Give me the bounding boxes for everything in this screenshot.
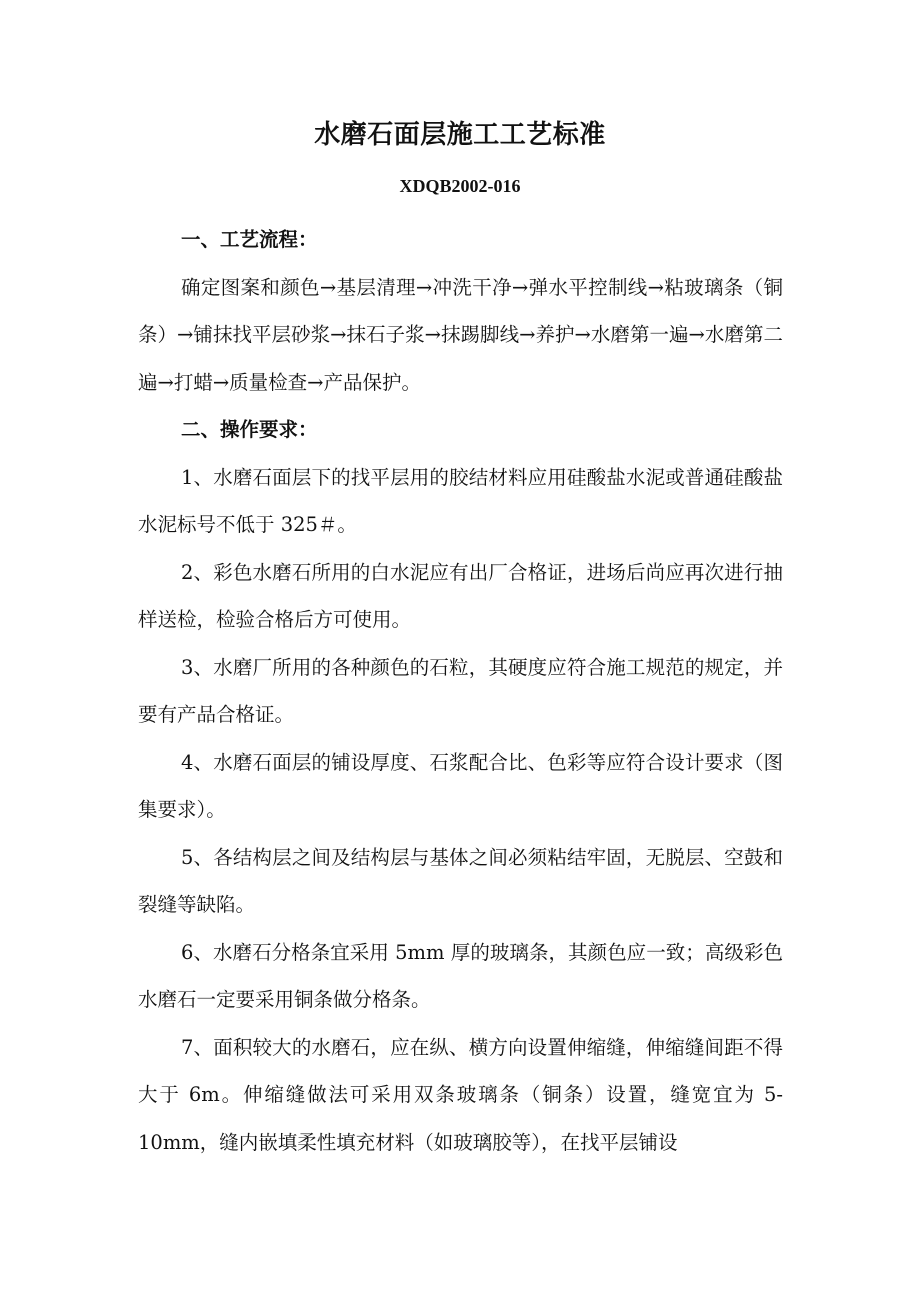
document-body [138,216,783,1166]
requirement-item-4: 4、水磨石面层的铺设厚度、石浆配合比、色彩等应符合设计要求（图集要求）。 [138,750,783,821]
requirement-item-5: 5、各结构层之间及结构层与基体之间必须粘结牢固，无脱层、空鼓和裂缝等缺陷。 [138,845,783,916]
requirement-item-2: 2、彩色水磨石所用的白水泥应有出厂合格证，进场后尚应再次进行抽样送检，检验合格后方可使用。 [138,560,783,631]
requirement-item-7: 7、面积较大的水磨石，应在纵、横方向设置伸缩缝，伸缩缝间距不得大于 6m。伸缩缝做法可采用双条玻璃条（铜条）设置，缝宽宜为 5-10mm，缝内嵌填柔性填充材料（如玻璃胶等），在找平层铺设 [138,1035,783,1154]
section-heading-requirements: 二、操作要求： [181,418,318,441]
process-flow-paragraph: 确定图案和颜色→基层清理→冲洗干净→弹水平控制线→粘玻璃条（铜条）→铺抹找平层砂浆→抹石子浆→抹踢脚线→养护→水磨第一遍→水磨第二遍→打蜡→质量检查→产品保护。 [138,275,783,394]
document-title: 水磨石面层施工工艺标准 [314,120,606,150]
requirement-item-3: 3、水磨厂所用的各种颜色的石粒，其硬度应符合施工规范的规定，并要有产品合格证。 [138,655,783,726]
section-heading-process: 一、工艺流程： [181,228,318,251]
requirement-item-1: 1、水磨石面层下的找平层用的胶结材料应用硅酸盐水泥或普通硅酸盐水泥标号不低于 325＃。 [138,465,783,536]
document-code: XDQB2002-016 [399,176,521,196]
requirement-item-6: 6、水磨石分格条宜采用 5mm 厚的玻璃条，其颜色应一致；高级彩色水磨石一定要采用铜条做分格条。 [138,940,783,1011]
